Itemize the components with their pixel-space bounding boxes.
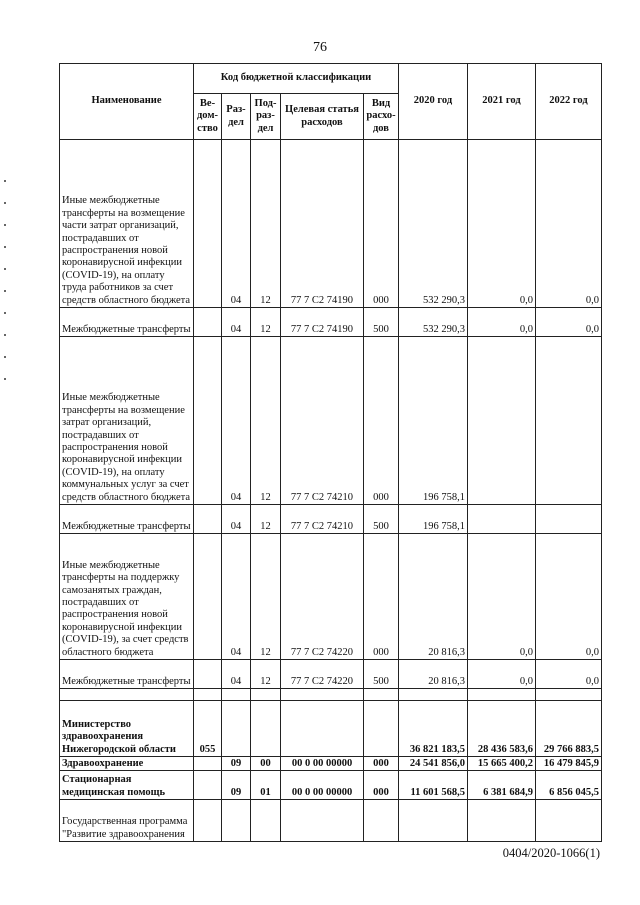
cell-pr xyxy=(251,701,281,757)
cell-vr: 000 xyxy=(364,757,399,771)
header-2022: 2022 год xyxy=(536,64,602,140)
table-row xyxy=(60,701,602,757)
table-row xyxy=(60,689,602,701)
cell-csr: 77 7 С2 74190 xyxy=(281,140,364,308)
document-code: 0404/2020-1066(1) xyxy=(502,846,600,860)
cell-y2021: 0,0 xyxy=(468,660,536,689)
cell-y2020: 532 290,3 xyxy=(399,308,468,337)
cell-y2020: 20 816,3 xyxy=(399,660,468,689)
table-row xyxy=(60,800,602,842)
cell-csr: 77 7 С2 74190 xyxy=(281,308,364,337)
cell-y2020: 196 758,1 xyxy=(399,505,468,534)
cell-ved xyxy=(194,534,222,660)
header-name: Наименование xyxy=(60,64,194,140)
cell-y2020: 196 758,1 xyxy=(399,337,468,505)
cell-ved xyxy=(194,757,222,771)
cell-y2021: 6 381 684,9 xyxy=(468,771,536,800)
cell-y2020 xyxy=(399,689,468,701)
cell-rz xyxy=(222,689,251,701)
cell-y2020: 11 601 568,5 xyxy=(399,771,468,800)
cell-name: Межбюджетные трансферты xyxy=(60,308,194,337)
cell-y2020: 36 821 183,5 xyxy=(399,701,468,757)
header-2021: 2021 год xyxy=(468,64,536,140)
cell-csr xyxy=(281,689,364,701)
cell-vr: 500 xyxy=(364,660,399,689)
header-vr: Вид расхо-дов xyxy=(364,94,399,140)
cell-y2022 xyxy=(536,505,602,534)
cell-vr xyxy=(364,689,399,701)
cell-rz: 04 xyxy=(222,534,251,660)
cell-vr: 000 xyxy=(364,140,399,308)
cell-rz xyxy=(222,701,251,757)
header-csr: Целевая статья расходов xyxy=(281,94,364,140)
cell-y2022 xyxy=(536,689,602,701)
cell-vr xyxy=(364,800,399,842)
cell-y2022: 0,0 xyxy=(536,308,602,337)
table-row xyxy=(60,757,602,771)
cell-name: Межбюджетные трансферты xyxy=(60,505,194,534)
cell-rz: 04 xyxy=(222,140,251,308)
cell-name: Межбюджетные трансферты xyxy=(60,660,194,689)
cell-vr: 000 xyxy=(364,337,399,505)
cell-csr: 77 7 С2 74220 xyxy=(281,534,364,660)
cell-rz: 04 xyxy=(222,308,251,337)
cell-y2020: 532 290,3 xyxy=(399,140,468,308)
cell-name: Стационарная медицинская помощь xyxy=(60,771,194,800)
header-code-group: Код бюджетной классификации xyxy=(194,64,399,94)
cell-ved xyxy=(194,800,222,842)
cell-csr xyxy=(281,800,364,842)
cell-ved: 055 xyxy=(194,701,222,757)
table-row xyxy=(60,771,602,800)
cell-y2022 xyxy=(536,800,602,842)
header-podrazdel: Под-раз-дел xyxy=(251,94,281,140)
cell-pr: 12 xyxy=(251,505,281,534)
table-row xyxy=(60,534,602,660)
table-row xyxy=(60,308,602,337)
cell-pr: 00 xyxy=(251,757,281,771)
cell-name: Иные межбюджетные трансферты на возмещение части затрат организаций, пострадавших от распространения новой коронавирусной инфекции (COVID-19), на оплату труда работников за счет средств областного бюджета xyxy=(60,140,194,308)
cell-y2020: 24 541 856,0 xyxy=(399,757,468,771)
cell-name: Иные межбюджетные трансферты на поддержку самозанятых граждан, пострадавших от распространения новой коронавирусной инфекции (COVID-19), за счет средств областного бюджета xyxy=(60,534,194,660)
header-2020: 2020 год xyxy=(399,64,468,140)
cell-vr: 500 xyxy=(364,308,399,337)
table-row xyxy=(60,660,602,689)
cell-ved xyxy=(194,337,222,505)
header-vedomstvo: Ве-дом-ство xyxy=(194,94,222,140)
cell-name: Иные межбюджетные трансферты на возмещение затрат организаций, пострадавших от распространения новой коронавирусной инфекции (COVID-19), на оплату коммунальных услуг за счет средств областного бюджета xyxy=(60,337,194,505)
budget-table xyxy=(59,63,602,842)
cell-csr xyxy=(281,701,364,757)
cell-rz: 09 xyxy=(222,771,251,800)
cell-rz: 09 xyxy=(222,757,251,771)
cell-name xyxy=(60,689,194,701)
cell-y2021: 0,0 xyxy=(468,534,536,660)
cell-ved xyxy=(194,505,222,534)
cell-name: Государственная программа "Развитие здравоохранения xyxy=(60,800,194,842)
cell-rz xyxy=(222,800,251,842)
cell-rz: 04 xyxy=(222,660,251,689)
cell-pr: 12 xyxy=(251,660,281,689)
cell-vr: 000 xyxy=(364,771,399,800)
cell-y2020: 20 816,3 xyxy=(399,534,468,660)
cell-y2022: 0,0 xyxy=(536,660,602,689)
cell-y2021: 0,0 xyxy=(468,308,536,337)
cell-ved xyxy=(194,140,222,308)
page-number: 76 xyxy=(313,40,327,55)
cell-vr xyxy=(364,701,399,757)
cell-rz: 04 xyxy=(222,505,251,534)
cell-vr: 500 xyxy=(364,505,399,534)
cell-y2021 xyxy=(468,800,536,842)
cell-y2021: 28 436 583,6 xyxy=(468,701,536,757)
cell-pr: 12 xyxy=(251,337,281,505)
cell-y2022: 0,0 xyxy=(536,534,602,660)
cell-y2021 xyxy=(468,689,536,701)
cell-ved xyxy=(194,308,222,337)
cell-ved xyxy=(194,689,222,701)
table-row xyxy=(60,140,602,308)
cell-pr: 12 xyxy=(251,534,281,660)
cell-y2021 xyxy=(468,505,536,534)
cell-y2021: 15 665 400,2 xyxy=(468,757,536,771)
cell-csr: 00 0 00 00000 xyxy=(281,757,364,771)
cell-name: Здравоохранение xyxy=(60,757,194,771)
cell-csr: 77 7 С2 74210 xyxy=(281,505,364,534)
cell-y2022 xyxy=(536,337,602,505)
margin-marks xyxy=(4,180,8,640)
cell-y2020 xyxy=(399,800,468,842)
header-razdel: Раз-дел xyxy=(222,94,251,140)
cell-csr: 00 0 00 00000 xyxy=(281,771,364,800)
cell-csr: 77 7 С2 74210 xyxy=(281,337,364,505)
cell-ved xyxy=(194,660,222,689)
cell-pr xyxy=(251,689,281,701)
cell-name: Министерство здравоохранения Нижегородской области xyxy=(60,701,194,757)
cell-pr: 12 xyxy=(251,140,281,308)
cell-y2022: 29 766 883,5 xyxy=(536,701,602,757)
cell-y2021: 0,0 xyxy=(468,140,536,308)
cell-y2022: 0,0 xyxy=(536,140,602,308)
cell-ved xyxy=(194,771,222,800)
cell-pr: 01 xyxy=(251,771,281,800)
cell-pr xyxy=(251,800,281,842)
cell-pr: 12 xyxy=(251,308,281,337)
cell-y2022: 16 479 845,9 xyxy=(536,757,602,771)
cell-vr: 000 xyxy=(364,534,399,660)
cell-rz: 04 xyxy=(222,337,251,505)
table-row xyxy=(60,337,602,505)
cell-y2021 xyxy=(468,337,536,505)
cell-csr: 77 7 С2 74220 xyxy=(281,660,364,689)
table-row xyxy=(60,505,602,534)
cell-y2022: 6 856 045,5 xyxy=(536,771,602,800)
